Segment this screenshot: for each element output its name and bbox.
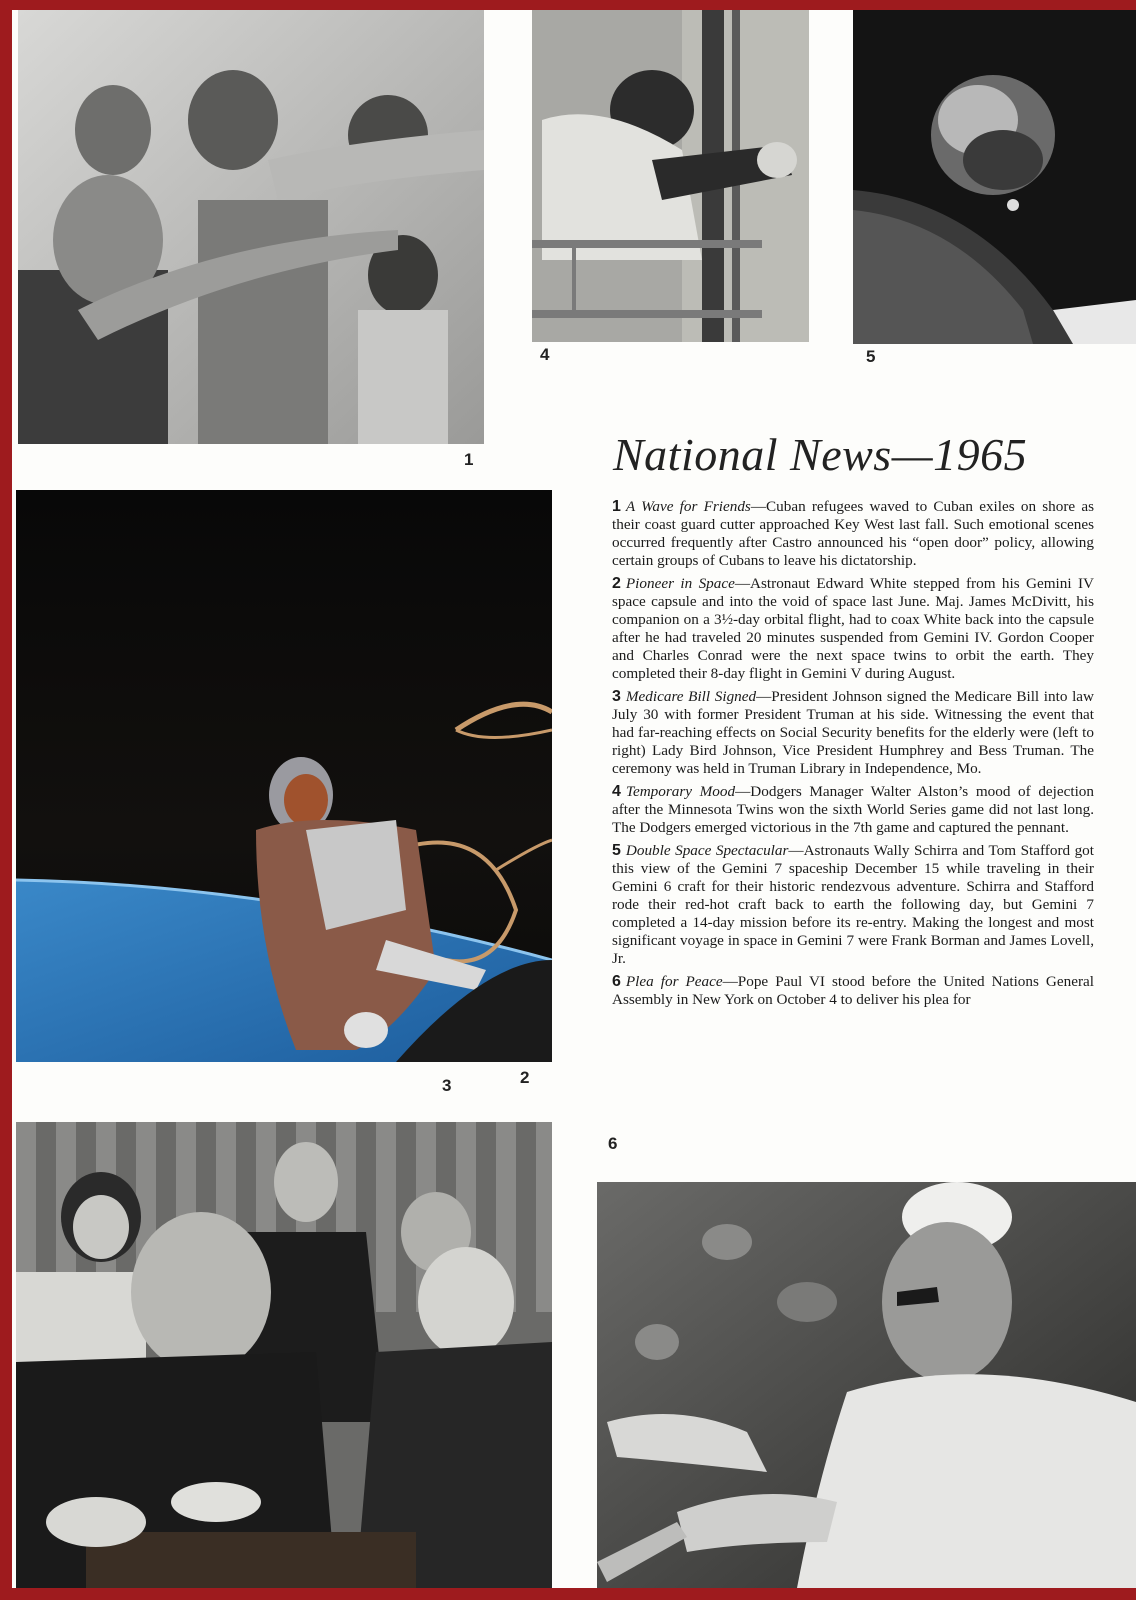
photo-cuban-refugees xyxy=(18,10,484,444)
article-column xyxy=(612,498,1094,1014)
photo-pope-paul-vi xyxy=(597,1182,1136,1588)
page-title: National News—1965 xyxy=(613,429,1028,480)
article-6 xyxy=(612,973,1094,1009)
article-headline: Pioneer in Space xyxy=(625,575,735,592)
article-headline: Temporary Mood xyxy=(625,783,736,800)
photo-number-5: 5 xyxy=(866,347,876,366)
photo-number-6: 6 xyxy=(608,1134,618,1153)
photo-number-1: 1 xyxy=(464,450,474,469)
article-4 xyxy=(612,783,1094,837)
article-body: —Astronauts Wally Schirra and Tom Stafford got this view of the Gemini 7 spaceship December 15 while traveling in their Gemini 6 craft for their historic rendezvous adventure. Schirra and Stafford rode their red-hot craft back to earth the following day, but Gemini 7 completed a 14-day mission before its re-entry. Making the longest and most significant voyage in space in Gemini 7 were Frank Borman and James Lovell, Jr. xyxy=(612,842,1094,967)
photo-medicare-signing xyxy=(16,1122,552,1588)
article-body: —President Johnson signed the Medicare Bill into law July 30 with former President Truman at his side. Witnessing the event that had far-reaching effects on Social Security benefits for the elderly were (left to right) Lady Bird Johnson, Vice President Humphrey and Bess Truman. The ceremony was held in Truman Library in Independence, Mo. xyxy=(612,688,1094,777)
article-headline: Double Space Spectacular xyxy=(625,842,789,859)
article-number: 3 xyxy=(612,688,621,705)
photo-gemini-7 xyxy=(853,10,1136,344)
article-3 xyxy=(612,688,1094,778)
article-body: —Pope Paul VI stood before the United Nations General Assembly in New York on October 4 to deliver his plea for xyxy=(612,973,1094,1008)
article-headline: Plea for Peace xyxy=(625,973,723,990)
photo-number-2: 2 xyxy=(520,1068,530,1087)
article-number: 2 xyxy=(612,575,621,592)
photo-number-3: 3 xyxy=(442,1076,452,1095)
photo-spacewalk xyxy=(16,490,552,1062)
article-number: 5 xyxy=(612,842,621,859)
article-body: —Cuban refugees waved to Cuban exiles on shore as their coast guard cutter approached Key West last fall. Such emotional scenes occurred frequently after Castro announced his “open door” policy, allowing certain groups of Cubans to leave his dictatorship. xyxy=(612,498,1094,569)
article-1 xyxy=(612,498,1094,570)
article-number: 1 xyxy=(612,498,621,515)
photo-dodgers-manager xyxy=(532,10,809,342)
article-5 xyxy=(612,842,1094,968)
article-body: —Dodgers Manager Walter Alston’s mood of dejection after the Minnesota Twins won the sixth World Series game did not last long. The Dodgers emerged victorious in the 7th game and captured the pennant. xyxy=(612,783,1094,836)
article-headline: A Wave for Friends xyxy=(625,498,751,515)
photo-number-4: 4 xyxy=(540,345,550,364)
article-2 xyxy=(612,575,1094,683)
article-number: 4 xyxy=(612,783,621,800)
article-body: —Astronaut Edward White stepped from his Gemini IV space capsule and into the void of space last June. Maj. James McDivitt, his companion on a 3½-day orbital flight, had to coax White back into the capsule after he had traveled 20 minutes suspended from Gemini IV. Gordon Cooper and Charles Conrad were the next space twins to orbit the earth. They completed their 8-day flight in Gemini V during August. xyxy=(612,575,1094,682)
article-headline: Medicare Bill Signed xyxy=(625,688,757,705)
magazine-page xyxy=(12,10,1136,1588)
article-number: 6 xyxy=(612,973,621,990)
